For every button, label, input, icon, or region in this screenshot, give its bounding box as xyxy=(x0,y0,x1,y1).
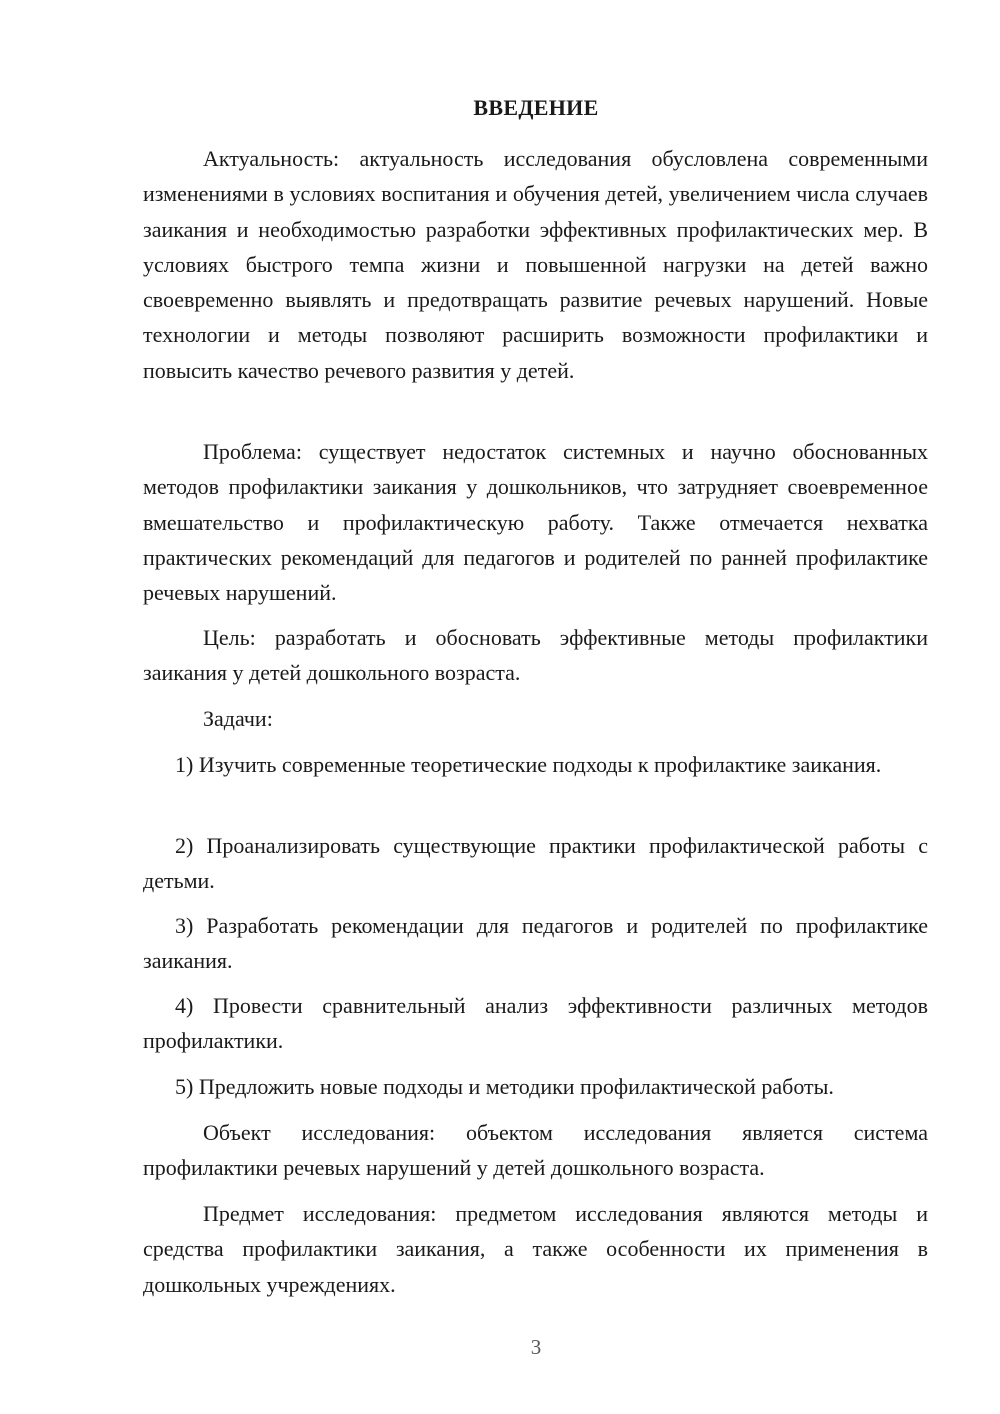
tasks-label: Задачи: xyxy=(203,706,273,731)
paragraph-object: Объект исследования: объектом исследования является система профилактики речевых нарушений у детей дошкольного возраста. xyxy=(143,1120,928,1181)
paragraph-goal: Цель: разработать и обосновать эффективные методы профилактики заикания у детей дошкольного возраста. xyxy=(143,625,928,686)
list-item-task-5: 5) Предложить новые подходы и методики профилактической работы. xyxy=(175,1074,834,1099)
list-item-task-4: 4) Провести сравнительный анализ эффективности различных методов профилактики. xyxy=(143,993,928,1054)
page-number: 3 xyxy=(530,1335,542,1359)
list-item-task-2: 2) Проанализировать существующие практики профилактической работы с детьми. xyxy=(143,833,928,894)
paragraph-relevance: Актуальность: актуальность исследования обусловлена современными изменениями в условиях воспитания и обучения детей, увеличением числа случаев заикания и необходимостью разработки эффективных профилактических мер. В условиях быстрого темпа жизни и повышенной нагрузки на детей важно своевременно выявлять и предотвращать развитие речевых нарушений. Новые технологии и методы позволяют расширить возможности профилактики и повысить качество речевого развития у детей. xyxy=(143,146,928,383)
section-heading: ВВЕДЕНИЕ xyxy=(473,95,599,120)
paragraph-subject: Предмет исследования: предметом исследования являются методы и средства профилактики заикания, а также особенности их применения в дошкольных учреждениях. xyxy=(143,1201,928,1297)
list-item-task-1: 1) Изучить современные теоретические подходы к профилактике заикания. xyxy=(175,752,882,777)
paragraph-problem: Проблема: существует недостаток системных и научно обоснованных методов профилактики заикания у дошкольников, что затрудняет своевременное вмешательство и профилактическую работу. Также отмечается нехватка практических рекомендаций для педагогов и родителей по ранней профилактике речевых нарушений. xyxy=(143,439,928,606)
list-item-task-3: 3) Разработать рекомендации для педагогов и родителей по профилактике заикания. xyxy=(143,913,928,974)
